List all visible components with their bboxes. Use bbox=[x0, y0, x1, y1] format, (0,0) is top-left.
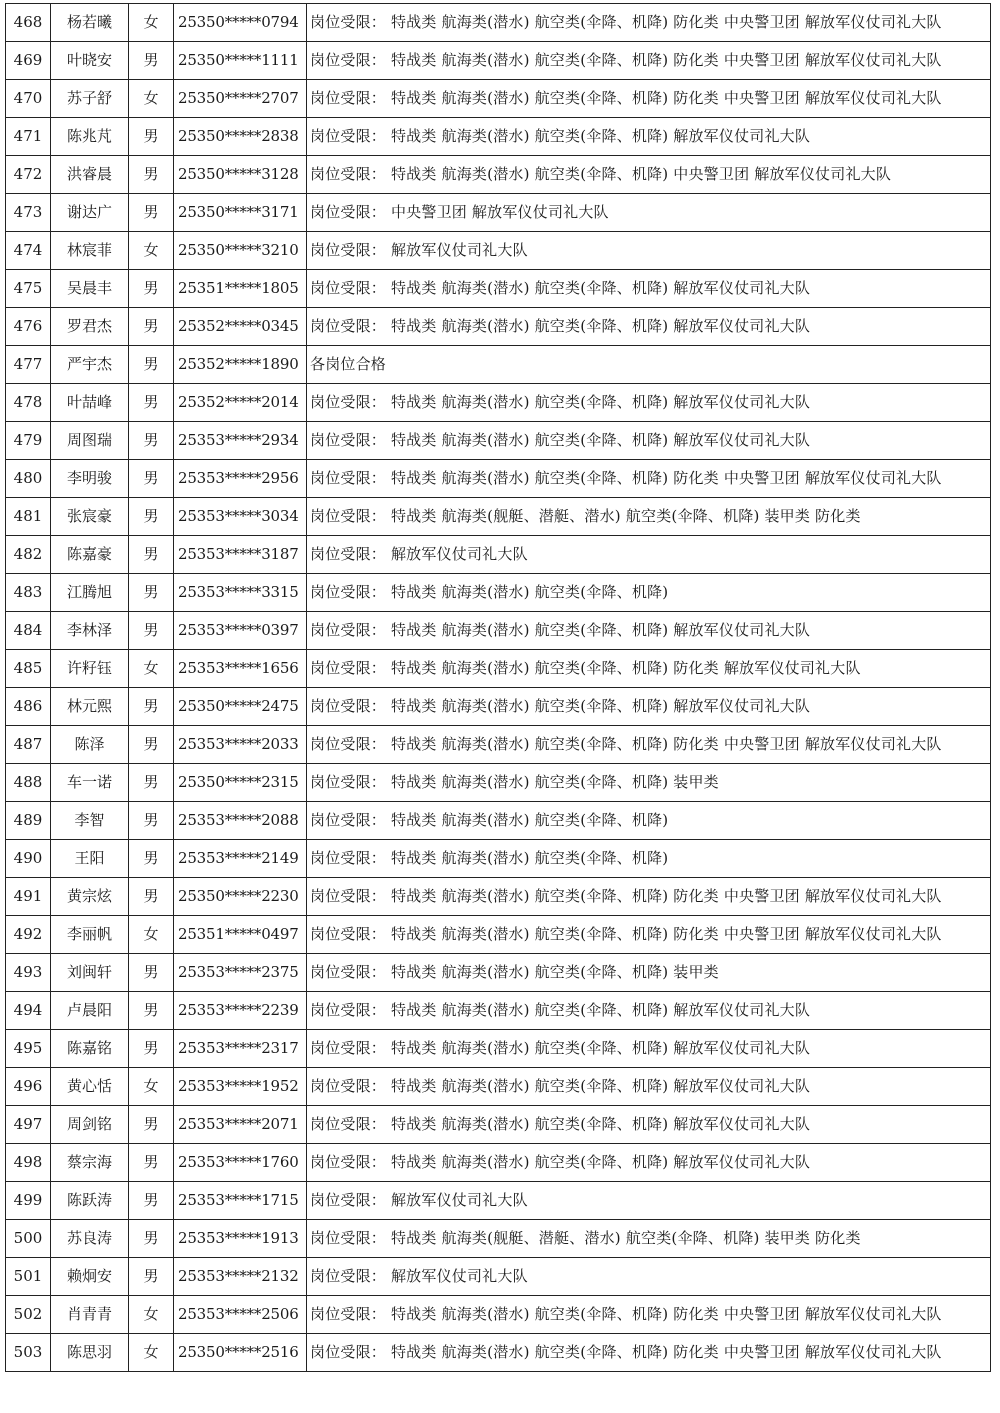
gender-cell: 女 bbox=[129, 1296, 174, 1334]
name-cell: 陈兆芃 bbox=[51, 118, 129, 156]
id-number-cell: 25350*****1111 bbox=[174, 42, 307, 80]
id-number-cell: 25353*****2088 bbox=[174, 802, 307, 840]
restriction-note-cell: 岗位受限： 解放军仪仗司礼大队 bbox=[307, 1258, 991, 1296]
name-cell: 王阳 bbox=[51, 840, 129, 878]
gender-cell: 男 bbox=[129, 954, 174, 992]
name-cell: 黄宗炫 bbox=[51, 878, 129, 916]
id-number-cell: 25350*****2838 bbox=[174, 118, 307, 156]
row-number-cell: 479 bbox=[6, 422, 51, 460]
row-number-cell: 486 bbox=[6, 688, 51, 726]
gender-cell: 男 bbox=[129, 460, 174, 498]
name-cell: 杨若曦 bbox=[51, 4, 129, 42]
id-number-cell: 25353*****2506 bbox=[174, 1296, 307, 1334]
restriction-note-cell: 岗位受限： 特战类 航海类(潜水) 航空类(伞降、机降) 防化类 中央警卫团 解放军仪仗司礼大队 bbox=[307, 4, 991, 42]
row-number-cell: 493 bbox=[6, 954, 51, 992]
restriction-note-cell: 岗位受限： 特战类 航海类(舰艇、潜艇、潜水) 航空类(伞降、机降) 装甲类 防化类 bbox=[307, 498, 991, 536]
table-row bbox=[6, 384, 991, 422]
gender-cell: 男 bbox=[129, 878, 174, 916]
id-number-cell: 25353*****3315 bbox=[174, 574, 307, 612]
name-cell: 罗君杰 bbox=[51, 308, 129, 346]
gender-cell: 男 bbox=[129, 726, 174, 764]
name-cell: 叶喆峰 bbox=[51, 384, 129, 422]
name-cell: 林宸菲 bbox=[51, 232, 129, 270]
name-cell: 李丽帆 bbox=[51, 916, 129, 954]
restriction-note-cell: 岗位受限： 解放军仪仗司礼大队 bbox=[307, 536, 991, 574]
gender-cell: 女 bbox=[129, 4, 174, 42]
table-row bbox=[6, 422, 991, 460]
restriction-note-cell: 岗位受限： 特战类 航海类(潜水) 航空类(伞降、机降) 防化类 解放军仪仗司礼大队 bbox=[307, 650, 991, 688]
row-number-cell: 487 bbox=[6, 726, 51, 764]
restriction-note-cell: 岗位受限： 特战类 航海类(潜水) 航空类(伞降、机降) 解放军仪仗司礼大队 bbox=[307, 1068, 991, 1106]
table-row bbox=[6, 802, 991, 840]
gender-cell: 女 bbox=[129, 1068, 174, 1106]
gender-cell: 男 bbox=[129, 498, 174, 536]
table-row bbox=[6, 992, 991, 1030]
table-row bbox=[6, 4, 991, 42]
name-cell: 洪睿晨 bbox=[51, 156, 129, 194]
name-cell: 李明骏 bbox=[51, 460, 129, 498]
row-number-cell: 471 bbox=[6, 118, 51, 156]
table-row bbox=[6, 1030, 991, 1068]
name-cell: 陈跃涛 bbox=[51, 1182, 129, 1220]
gender-cell: 男 bbox=[129, 346, 174, 384]
table-row bbox=[6, 840, 991, 878]
table-row bbox=[6, 80, 991, 118]
id-number-cell: 25353*****1715 bbox=[174, 1182, 307, 1220]
row-number-cell: 494 bbox=[6, 992, 51, 1030]
id-number-cell: 25350*****2315 bbox=[174, 764, 307, 802]
table-row bbox=[6, 574, 991, 612]
gender-cell: 男 bbox=[129, 764, 174, 802]
restriction-note-cell: 岗位受限： 特战类 航海类(潜水) 航空类(伞降、机降) 中央警卫团 解放军仪仗司礼大队 bbox=[307, 156, 991, 194]
table-row bbox=[6, 346, 991, 384]
restriction-note-cell: 岗位受限： 特战类 航海类(潜水) 航空类(伞降、机降) bbox=[307, 802, 991, 840]
gender-cell: 男 bbox=[129, 194, 174, 232]
restriction-note-cell: 岗位受限： 特战类 航海类(潜水) 航空类(伞降、机降) 防化类 中央警卫团 解放军仪仗司礼大队 bbox=[307, 1334, 991, 1372]
row-number-cell: 472 bbox=[6, 156, 51, 194]
table-row bbox=[6, 460, 991, 498]
table-row bbox=[6, 1334, 991, 1372]
name-cell: 李智 bbox=[51, 802, 129, 840]
row-number-cell: 498 bbox=[6, 1144, 51, 1182]
gender-cell: 男 bbox=[129, 422, 174, 460]
row-number-cell: 468 bbox=[6, 4, 51, 42]
id-number-cell: 25353*****3034 bbox=[174, 498, 307, 536]
gender-cell: 女 bbox=[129, 916, 174, 954]
table-row bbox=[6, 156, 991, 194]
row-number-cell: 503 bbox=[6, 1334, 51, 1372]
table-row bbox=[6, 1220, 991, 1258]
name-cell: 许籽钰 bbox=[51, 650, 129, 688]
restriction-note-cell: 岗位受限： 特战类 航海类(潜水) 航空类(伞降、机降) 防化类 中央警卫团 解放军仪仗司礼大队 bbox=[307, 726, 991, 764]
restriction-note-cell: 岗位受限： 解放军仪仗司礼大队 bbox=[307, 1182, 991, 1220]
restriction-note-cell: 岗位受限： 特战类 航海类(潜水) 航空类(伞降、机降) 防化类 中央警卫团 解放军仪仗司礼大队 bbox=[307, 878, 991, 916]
name-cell: 苏子舒 bbox=[51, 80, 129, 118]
row-number-cell: 488 bbox=[6, 764, 51, 802]
table-row bbox=[6, 878, 991, 916]
id-number-cell: 25351*****0497 bbox=[174, 916, 307, 954]
gender-cell: 男 bbox=[129, 574, 174, 612]
id-number-cell: 25353*****3187 bbox=[174, 536, 307, 574]
row-number-cell: 474 bbox=[6, 232, 51, 270]
gender-cell: 男 bbox=[129, 688, 174, 726]
restriction-note-cell: 岗位受限： 特战类 航海类(潜水) 航空类(伞降、机降) 装甲类 bbox=[307, 764, 991, 802]
id-number-cell: 25350*****3210 bbox=[174, 232, 307, 270]
table-row bbox=[6, 1258, 991, 1296]
id-number-cell: 25352*****2014 bbox=[174, 384, 307, 422]
gender-cell: 男 bbox=[129, 118, 174, 156]
id-number-cell: 25353*****1760 bbox=[174, 1144, 307, 1182]
id-number-cell: 25353*****2317 bbox=[174, 1030, 307, 1068]
name-cell: 卢晨阳 bbox=[51, 992, 129, 1030]
gender-cell: 男 bbox=[129, 1258, 174, 1296]
id-number-cell: 25350*****2230 bbox=[174, 878, 307, 916]
id-number-cell: 25350*****0794 bbox=[174, 4, 307, 42]
id-number-cell: 25353*****2375 bbox=[174, 954, 307, 992]
restriction-note-cell: 岗位受限： 特战类 航海类(潜水) 航空类(伞降、机降) 防化类 中央警卫团 解放军仪仗司礼大队 bbox=[307, 1296, 991, 1334]
table-row bbox=[6, 308, 991, 346]
gender-cell: 男 bbox=[129, 156, 174, 194]
row-number-cell: 496 bbox=[6, 1068, 51, 1106]
gender-cell: 男 bbox=[129, 840, 174, 878]
name-cell: 吴晨丰 bbox=[51, 270, 129, 308]
gender-cell: 男 bbox=[129, 1106, 174, 1144]
gender-cell: 男 bbox=[129, 1030, 174, 1068]
restriction-note-cell: 岗位受限： 特战类 航海类(潜水) 航空类(伞降、机降) 防化类 中央警卫团 解放军仪仗司礼大队 bbox=[307, 80, 991, 118]
row-number-cell: 470 bbox=[6, 80, 51, 118]
row-number-cell: 497 bbox=[6, 1106, 51, 1144]
gender-cell: 女 bbox=[129, 650, 174, 688]
row-number-cell: 477 bbox=[6, 346, 51, 384]
restriction-note-cell: 岗位受限： 特战类 航海类(潜水) 航空类(伞降、机降) 装甲类 bbox=[307, 954, 991, 992]
table-row bbox=[6, 1144, 991, 1182]
gender-cell: 男 bbox=[129, 1220, 174, 1258]
id-number-cell: 25350*****2516 bbox=[174, 1334, 307, 1372]
gender-cell: 女 bbox=[129, 232, 174, 270]
gender-cell: 男 bbox=[129, 1144, 174, 1182]
row-number-cell: 481 bbox=[6, 498, 51, 536]
name-cell: 周剑铭 bbox=[51, 1106, 129, 1144]
name-cell: 陈泽 bbox=[51, 726, 129, 764]
id-number-cell: 25353*****1913 bbox=[174, 1220, 307, 1258]
id-number-cell: 25352*****1890 bbox=[174, 346, 307, 384]
row-number-cell: 476 bbox=[6, 308, 51, 346]
restriction-note-cell: 岗位受限： 特战类 航海类(潜水) 航空类(伞降、机降) 解放军仪仗司礼大队 bbox=[307, 270, 991, 308]
name-cell: 陈思羽 bbox=[51, 1334, 129, 1372]
restriction-note-cell: 岗位受限： 特战类 航海类(潜水) 航空类(伞降、机降) 解放军仪仗司礼大队 bbox=[307, 1030, 991, 1068]
gender-cell: 男 bbox=[129, 802, 174, 840]
table-row bbox=[6, 1296, 991, 1334]
restriction-note-cell: 岗位受限： 特战类 航海类(潜水) 航空类(伞降、机降) 解放军仪仗司礼大队 bbox=[307, 1144, 991, 1182]
name-cell: 刘闽轩 bbox=[51, 954, 129, 992]
row-number-cell: 473 bbox=[6, 194, 51, 232]
name-cell: 谢达广 bbox=[51, 194, 129, 232]
restriction-note-cell: 岗位受限： 解放军仪仗司礼大队 bbox=[307, 232, 991, 270]
name-cell: 陈嘉豪 bbox=[51, 536, 129, 574]
restriction-note-cell: 岗位受限： 中央警卫团 解放军仪仗司礼大队 bbox=[307, 194, 991, 232]
table-row bbox=[6, 270, 991, 308]
row-number-cell: 501 bbox=[6, 1258, 51, 1296]
row-number-cell: 483 bbox=[6, 574, 51, 612]
restriction-note-cell: 岗位受限： 特战类 航海类(潜水) 航空类(伞降、机降) 解放军仪仗司礼大队 bbox=[307, 992, 991, 1030]
gender-cell: 男 bbox=[129, 42, 174, 80]
id-number-cell: 25353*****2149 bbox=[174, 840, 307, 878]
id-number-cell: 25353*****2934 bbox=[174, 422, 307, 460]
table-row bbox=[6, 118, 991, 156]
restriction-note-cell: 岗位受限： 特战类 航海类(潜水) 航空类(伞降、机降) bbox=[307, 574, 991, 612]
restriction-note-cell: 岗位受限： 特战类 航海类(潜水) 航空类(伞降、机降) 解放军仪仗司礼大队 bbox=[307, 384, 991, 422]
table-row bbox=[6, 954, 991, 992]
row-number-cell: 490 bbox=[6, 840, 51, 878]
result-table bbox=[5, 3, 991, 1372]
gender-cell: 男 bbox=[129, 1182, 174, 1220]
id-number-cell: 25353*****2033 bbox=[174, 726, 307, 764]
row-number-cell: 492 bbox=[6, 916, 51, 954]
id-number-cell: 25353*****2956 bbox=[174, 460, 307, 498]
table-row bbox=[6, 42, 991, 80]
restriction-note-cell: 岗位受限： 特战类 航海类(潜水) 航空类(伞降、机降) 防化类 中央警卫团 解放军仪仗司礼大队 bbox=[307, 42, 991, 80]
gender-cell: 男 bbox=[129, 270, 174, 308]
table-row bbox=[6, 764, 991, 802]
gender-cell: 男 bbox=[129, 384, 174, 422]
restriction-note-cell: 岗位受限： 特战类 航海类(潜水) 航空类(伞降、机降) 防化类 中央警卫团 解放军仪仗司礼大队 bbox=[307, 460, 991, 498]
restriction-note-cell: 岗位受限： 特战类 航海类(潜水) 航空类(伞降、机降) 解放军仪仗司礼大队 bbox=[307, 688, 991, 726]
name-cell: 蔡宗海 bbox=[51, 1144, 129, 1182]
table-body bbox=[6, 4, 991, 1372]
row-number-cell: 495 bbox=[6, 1030, 51, 1068]
gender-cell: 男 bbox=[129, 992, 174, 1030]
name-cell: 苏良涛 bbox=[51, 1220, 129, 1258]
table-row bbox=[6, 1068, 991, 1106]
row-number-cell: 478 bbox=[6, 384, 51, 422]
table-row bbox=[6, 232, 991, 270]
table-row bbox=[6, 688, 991, 726]
restriction-note-cell: 岗位受限： 特战类 航海类(潜水) 航空类(伞降、机降) 解放军仪仗司礼大队 bbox=[307, 422, 991, 460]
name-cell: 陈嘉铭 bbox=[51, 1030, 129, 1068]
row-number-cell: 489 bbox=[6, 802, 51, 840]
restriction-note-cell: 岗位受限： 特战类 航海类(潜水) 航空类(伞降、机降) bbox=[307, 840, 991, 878]
id-number-cell: 25350*****2707 bbox=[174, 80, 307, 118]
restriction-note-cell: 岗位受限： 特战类 航海类(潜水) 航空类(伞降、机降) 防化类 中央警卫团 解放军仪仗司礼大队 bbox=[307, 916, 991, 954]
row-number-cell: 499 bbox=[6, 1182, 51, 1220]
name-cell: 赖炯安 bbox=[51, 1258, 129, 1296]
restriction-note-cell: 各岗位合格 bbox=[307, 346, 991, 384]
name-cell: 江腾旭 bbox=[51, 574, 129, 612]
name-cell: 肖青青 bbox=[51, 1296, 129, 1334]
row-number-cell: 502 bbox=[6, 1296, 51, 1334]
row-number-cell: 475 bbox=[6, 270, 51, 308]
gender-cell: 女 bbox=[129, 1334, 174, 1372]
restriction-note-cell: 岗位受限： 特战类 航海类(潜水) 航空类(伞降、机降) 解放军仪仗司礼大队 bbox=[307, 308, 991, 346]
id-number-cell: 25353*****2132 bbox=[174, 1258, 307, 1296]
gender-cell: 男 bbox=[129, 612, 174, 650]
id-number-cell: 25350*****2475 bbox=[174, 688, 307, 726]
table-row bbox=[6, 650, 991, 688]
row-number-cell: 480 bbox=[6, 460, 51, 498]
name-cell: 李林泽 bbox=[51, 612, 129, 650]
gender-cell: 男 bbox=[129, 536, 174, 574]
name-cell: 周图瑞 bbox=[51, 422, 129, 460]
id-number-cell: 25352*****0345 bbox=[174, 308, 307, 346]
name-cell: 林元熙 bbox=[51, 688, 129, 726]
table-row bbox=[6, 1106, 991, 1144]
name-cell: 张宸豪 bbox=[51, 498, 129, 536]
id-number-cell: 25353*****0397 bbox=[174, 612, 307, 650]
table-row bbox=[6, 612, 991, 650]
table-row bbox=[6, 194, 991, 232]
name-cell: 黄心恬 bbox=[51, 1068, 129, 1106]
name-cell: 严宇杰 bbox=[51, 346, 129, 384]
row-number-cell: 485 bbox=[6, 650, 51, 688]
name-cell: 车一诺 bbox=[51, 764, 129, 802]
id-number-cell: 25353*****2239 bbox=[174, 992, 307, 1030]
id-number-cell: 25353*****1656 bbox=[174, 650, 307, 688]
row-number-cell: 484 bbox=[6, 612, 51, 650]
row-number-cell: 491 bbox=[6, 878, 51, 916]
gender-cell: 女 bbox=[129, 80, 174, 118]
restriction-note-cell: 岗位受限： 特战类 航海类(潜水) 航空类(伞降、机降) 解放军仪仗司礼大队 bbox=[307, 612, 991, 650]
table-row bbox=[6, 536, 991, 574]
restriction-note-cell: 岗位受限： 特战类 航海类(潜水) 航空类(伞降、机降) 解放军仪仗司礼大队 bbox=[307, 1106, 991, 1144]
table-row bbox=[6, 498, 991, 536]
id-number-cell: 25353*****2071 bbox=[174, 1106, 307, 1144]
gender-cell: 男 bbox=[129, 308, 174, 346]
id-number-cell: 25351*****1805 bbox=[174, 270, 307, 308]
name-cell: 叶晓安 bbox=[51, 42, 129, 80]
id-number-cell: 25350*****3171 bbox=[174, 194, 307, 232]
row-number-cell: 469 bbox=[6, 42, 51, 80]
id-number-cell: 25353*****1952 bbox=[174, 1068, 307, 1106]
row-number-cell: 500 bbox=[6, 1220, 51, 1258]
restriction-note-cell: 岗位受限： 特战类 航海类(舰艇、潜艇、潜水) 航空类(伞降、机降) 装甲类 防化类 bbox=[307, 1220, 991, 1258]
row-number-cell: 482 bbox=[6, 536, 51, 574]
id-number-cell: 25350*****3128 bbox=[174, 156, 307, 194]
table-row bbox=[6, 1182, 991, 1220]
table-row bbox=[6, 726, 991, 764]
restriction-note-cell: 岗位受限： 特战类 航海类(潜水) 航空类(伞降、机降) 解放军仪仗司礼大队 bbox=[307, 118, 991, 156]
table-row bbox=[6, 916, 991, 954]
